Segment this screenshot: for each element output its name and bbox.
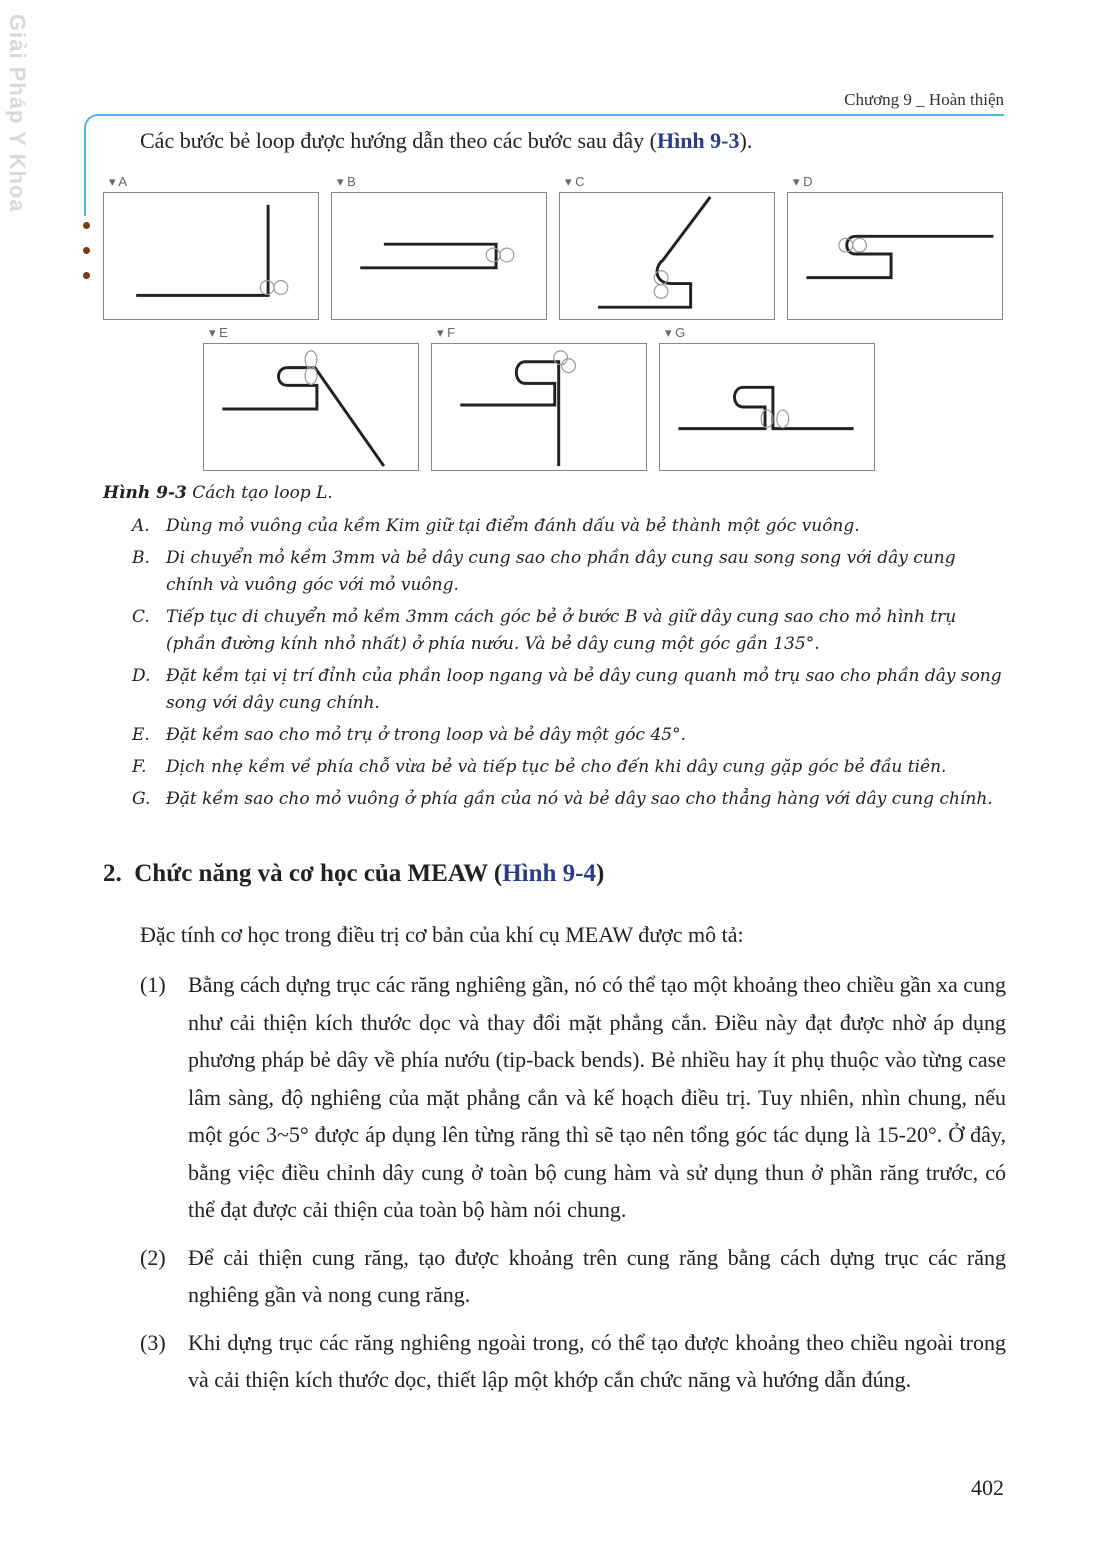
wire-diagram-b bbox=[332, 193, 546, 319]
panel-label: ▾ B bbox=[337, 174, 356, 189]
figure-caption bbox=[103, 483, 333, 503]
list-item: (3) Khi dựng trục các răng nghiêng ngoài trong, có thể tạo được khoảng theo chiều ngoài trong và cải thiện kích thước dọc, thiết lập một khớp cắn chức năng và hướng dẫn đúng. bbox=[140, 1329, 1006, 1392]
chapter-header: Chương 9 _ Hoàn thiện bbox=[844, 90, 1004, 109]
section-title-text: Chức năng và cơ học của MEAW ( bbox=[134, 860, 503, 887]
wire-diagram-c bbox=[560, 193, 774, 319]
numbered-list bbox=[140, 966, 1006, 1409]
wire-diagram-g bbox=[660, 344, 874, 470]
steps-list bbox=[132, 513, 1007, 818]
wire-diagram-d bbox=[788, 193, 1002, 319]
list-item: (2) Để cải thiện cung răng, tạo được khoảng trên cung răng bằng cách dựng trục các răng nghiêng gần và nong cung răng. bbox=[140, 1244, 1006, 1307]
panel-label: ▾ A bbox=[109, 174, 128, 189]
panel-label: ▾ D bbox=[793, 174, 813, 189]
figure-panel-g bbox=[659, 325, 875, 471]
side-watermark: Giải Pháp Y Khoa bbox=[5, 14, 30, 213]
figure-panel-e bbox=[203, 325, 419, 471]
body-intro: Đặc tính cơ học trong điều trị cơ bản của khí cụ MEAW được mô tả: bbox=[140, 922, 744, 947]
bullet-dot bbox=[83, 222, 90, 229]
list-item: F. Dịch nhẹ kềm về phía chỗ vừa bẻ và tiếp tục bẻ cho đến khi dây cung gặp góc bẻ đầu tiên. bbox=[132, 757, 947, 777]
list-item: D. Đặt kềm tại vị trí đỉnh của phần loop ngang và bẻ dây cung quanh mỏ trụ sao cho phần dây song song với dây cung chính. bbox=[132, 666, 1002, 713]
list-item: B. Di chuyển mỏ kềm 3mm và bẻ dây cung sao cho phần dây cung sau song song với dây cung chính và vuông góc với mỏ vuông. bbox=[132, 548, 956, 595]
panel-label: ▾ G bbox=[665, 325, 686, 340]
header-rule bbox=[98, 114, 1004, 116]
caption-text: Cách tạo loop L. bbox=[186, 483, 333, 503]
caption-label: Hình 9-3 bbox=[103, 483, 187, 503]
list-item: (1) Bằng cách dựng trục các răng nghiêng gần, nó có thể tạo một khoảng theo chiều gần xa cung như cải thiện kích thước dọc và thay đổi mặt phẳng cắn. Điều này đạt được nhờ áp dụng phương pháp bẻ dây về phía nướu (tip-back bends). Bẻ nhiều hay ít phụ thuộc vào từng case lâm sàng, độ nghiêng của mặt phẳng cắn và kế hoạch điều trị. Tuy nhiên, nhìn chung, nếu một góc 3~5° được áp dụng lên từng răng thì sẽ tạo nên tổng góc tác dụng là 15-20°. Ở đây, bằng việc điều chỉnh dây cung ở toàn bộ cung hàm và sử dụng thun ở phần răng trước, có thể đạt được cải thiện của toàn bộ hàm nói chung. bbox=[140, 972, 1006, 1222]
intro-text-end: ). bbox=[739, 128, 753, 153]
section-heading bbox=[103, 860, 604, 888]
wire-diagram-a bbox=[104, 193, 318, 319]
list-item: A. Dùng mỏ vuông của kềm Kim giữ tại điểm đánh dấu và bẻ thành một góc vuông. bbox=[132, 516, 860, 536]
wire-diagram-f bbox=[432, 344, 646, 470]
figure-reference-link[interactable]: Hình 9-3 bbox=[656, 128, 740, 153]
figure-panel-b bbox=[331, 174, 547, 320]
panel-label: ▾ E bbox=[209, 325, 228, 340]
list-item: E. Đặt kềm sao cho mỏ trụ ở trong loop và bẻ dây một góc 45°. bbox=[132, 725, 686, 745]
wire-diagram-e bbox=[204, 344, 418, 470]
figure-reference-link[interactable]: Hình 9-4 bbox=[502, 860, 597, 887]
page-number: 402 bbox=[971, 1475, 1004, 1500]
figure-panel-a bbox=[103, 174, 319, 320]
section-title-end: ) bbox=[596, 860, 605, 887]
corner-bracket bbox=[84, 114, 100, 216]
list-item: G. Đặt kềm sao cho mỏ vuông ở phía gần của nó và bẻ dây sao cho thẳng hàng với dây cung chính. bbox=[132, 789, 993, 809]
figure-panel-f bbox=[431, 325, 647, 471]
intro-paragraph bbox=[140, 128, 752, 154]
figure-panel-d bbox=[787, 174, 1003, 320]
panel-label: ▾ F bbox=[437, 325, 456, 340]
panel-label: ▾ C bbox=[565, 174, 585, 189]
bullet-dot bbox=[83, 272, 90, 279]
section-number: 2. bbox=[103, 860, 122, 887]
bullet-dot bbox=[83, 247, 90, 254]
figure-panel-c bbox=[559, 174, 775, 320]
list-item: C. Tiếp tục di chuyển mỏ kềm 3mm cách góc bẻ ở bước B và giữ dây cung sao cho mỏ hình trụ (phần đường kính nhỏ nhất) ở phía nướu. Và bẻ dây cung một góc gần 135°. bbox=[132, 607, 957, 654]
intro-text: Các bước bẻ loop được hướng dẫn theo các bước sau đây ( bbox=[140, 128, 657, 153]
